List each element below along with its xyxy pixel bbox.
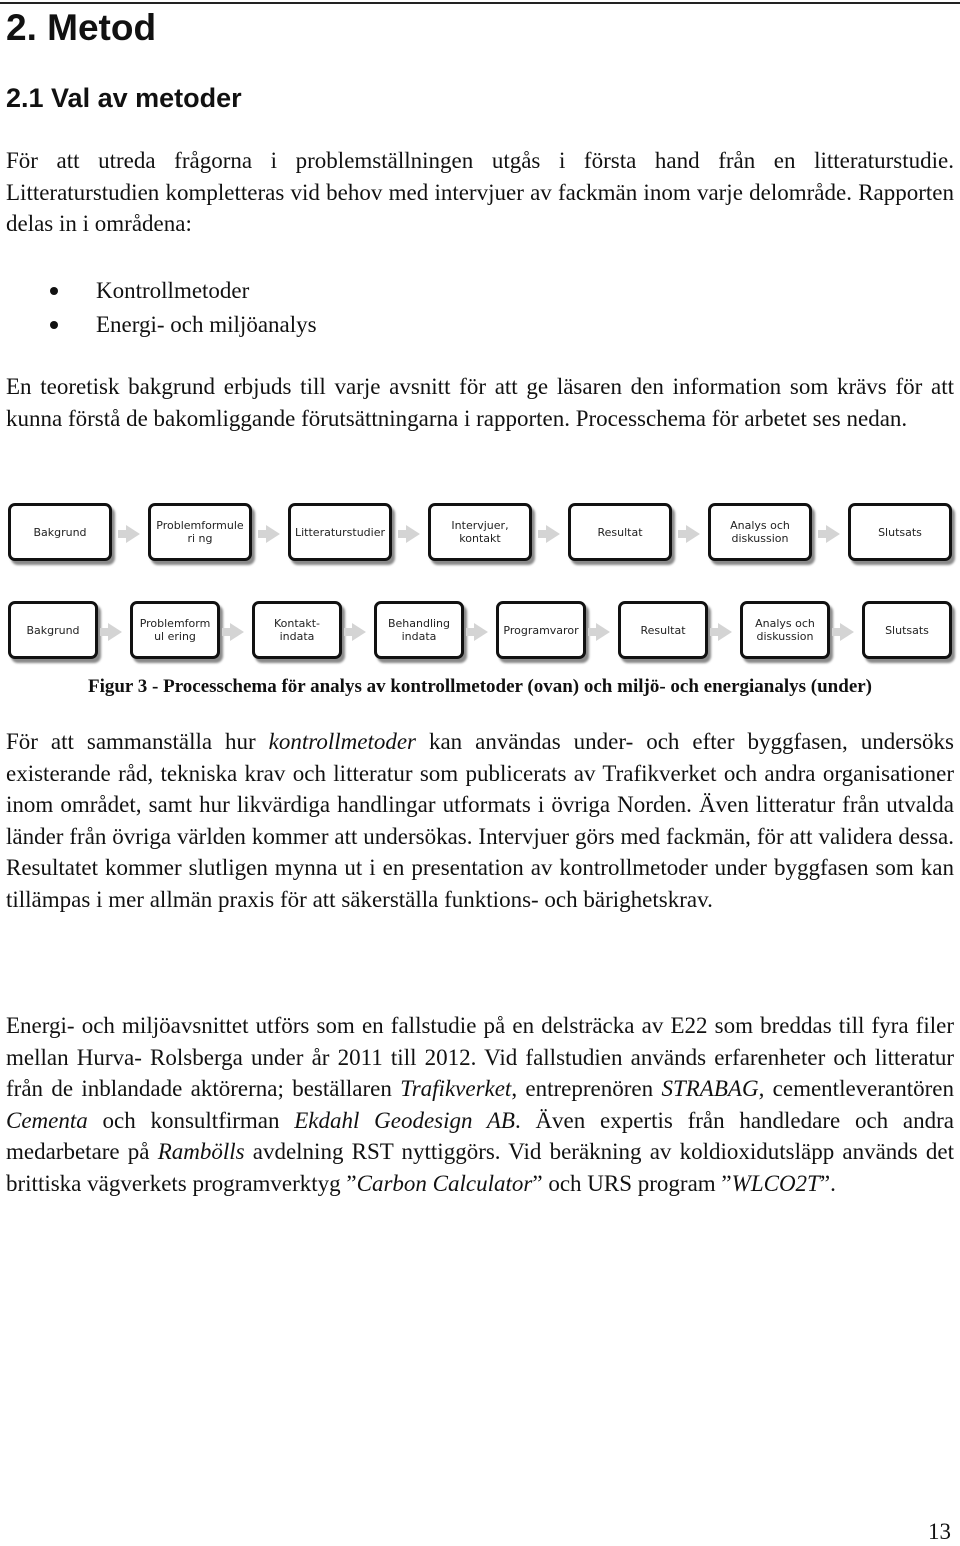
flow-step-slutsats: Slutsats [862,601,952,659]
arrow-right-icon [546,525,560,543]
arrow-right-icon [474,623,488,641]
flow-step-analys: Analys och diskussion [740,601,830,659]
page-number: 13 [928,1519,951,1544]
flow-step-analys: Analys och diskussion [708,503,812,561]
list-item-label: Kontrollmetoder [96,278,250,303]
process-flow-upper [0,503,960,569]
flow-step-resultat: Resultat [568,503,672,561]
flow-step-programvaror: Programvaror [496,601,586,659]
flow-step-bakgrund: Bakgrund [8,601,98,659]
process-flow-lower [0,601,960,667]
list-item [50,274,317,308]
flow-step-litteraturstudier: Litteraturstudier [288,503,392,561]
flow-step-resultat: Resultat [618,601,708,659]
arrow-right-icon [718,623,732,641]
arrow-right-icon [596,623,610,641]
subsection-heading: 2.1 Val av metoder [6,83,242,113]
flow-step-problemformulering: Problemformul ering [130,601,220,659]
arrow-right-icon [826,525,840,543]
flow-step-behandling-indata: Behandling indata [374,601,464,659]
areas-list [50,274,317,342]
flow-step-bakgrund: Bakgrund [8,503,112,561]
arrow-right-icon [266,525,280,543]
figure-caption: Figur 3 - Processchema för analys av kontrollmetoder (ovan) och miljö- och energianalys (under) [87,676,873,697]
list-item-label: Energi- och miljöanalys [96,312,317,337]
bullet-icon [50,287,58,295]
list-item [50,308,317,342]
arrow-right-icon [686,525,700,543]
intro-paragraph: För att utreda frågorna i problemställningen utgås i första hand från en litteraturstudie. Litteraturstudien kompletteras vid behov med intervjuer av fackmän inom varje delområde. Rapporten delas in i områdena: [6,148,954,236]
bullet-icon [50,321,58,329]
section-heading: 2. Metod [6,7,157,48]
arrow-right-icon [840,623,854,641]
background-paragraph: En teoretisk bakgrund erbjuds till varje avsnitt för att ge läsaren den information som krävs för att kunna förstå de bakomliggande förutsättningarna i rapporten. Processchema för arbetet ses nedan. [6,374,954,431]
flow-step-problemformulering: Problemformuleri ng [148,503,252,561]
energy-paragraph: Energi- och miljöavsnittet utförs som en fallstudie på en delsträcka av E22 som breddas till fyra filer mellan Hurva- Rolsberga under år 2011 till 2012. Vid fallstudien används erfarenheter och litteratur från de inblandade aktörerna; beställaren Trafikverket, entreprenören STRABAG, cementleverantören Cementa och konsultfirman Ekdahl Geodesign AB. Även expertis från handledare och andra medarbetare på Rambölls avdelning RST nyttiggörs. Vid beräkning av koldioxidutsläpp används det brittiska vägverkets programverktyg ”Carbon Calculator” och URS program ”WLCO2T”. [6,1013,955,1196]
control-methods-paragraph: För att sammanställa hur kontrollmetoder kan användas under- och efter byggfasen, undersöks existerande råd, tekniska krav och litteratur som publicerats av Trafikverket och andra organisationer inom området, samt hur likvärdiga handlingar utformats i övriga Norden. Även litteratur från utvalda länder från övriga världen kommer att undersökas. Intervjuer görs med fackmän, för att validera dessa. Resultatet kommer slutligen mynna ut i en presentation av kontrollmetoder under byggfasen som kan tillämpas i mer allmän praxis för att säkerställa funktions- och bärighetskrav. [6,729,954,912]
arrow-right-icon [108,623,122,641]
flow-step-kontakt-indata: Kontakt- indata [252,601,342,659]
arrow-right-icon [230,623,244,641]
flow-step-slutsats: Slutsats [848,503,952,561]
flow-step-intervjuer: Intervjuer, kontakt [428,503,532,561]
arrow-right-icon [352,623,366,641]
arrow-right-icon [126,525,140,543]
arrow-right-icon [406,525,420,543]
